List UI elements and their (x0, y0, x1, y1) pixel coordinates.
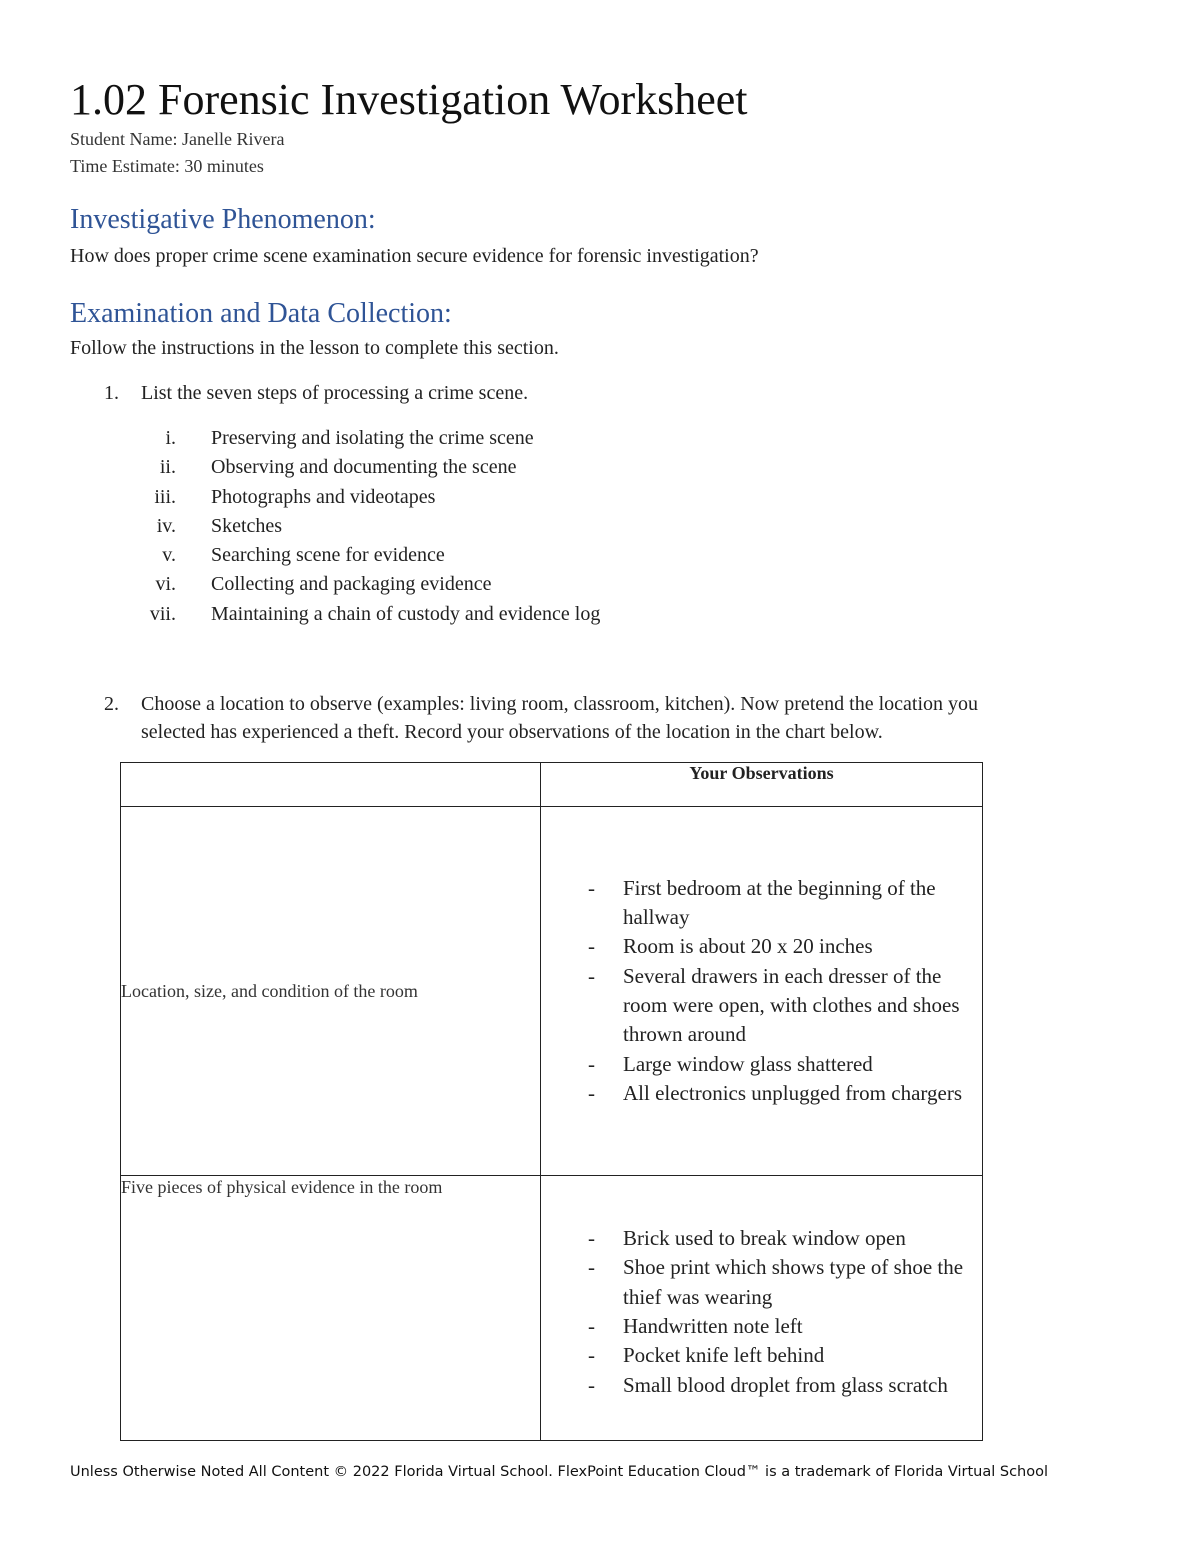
steps-list (100, 424, 800, 629)
observations-cell (541, 1176, 983, 1441)
question-1-text: List the seven steps of processing a crime scene. (141, 382, 529, 404)
list-item: - First bedroom at the beginning of the hallway (588, 874, 978, 933)
question-2 (0, 690, 1200, 746)
page-title: 1.02 Forensic Investigation Worksheet (70, 75, 748, 124)
observations-list (541, 874, 982, 1108)
row-label: Location, size, and condition of the room (121, 807, 541, 1176)
list-item: - Handwritten note left (588, 1312, 978, 1341)
list-item: - Large window glass shattered (588, 1050, 978, 1079)
step-number: iv. (156, 514, 176, 537)
step-number: vi. (155, 573, 176, 596)
step-number: ii. (159, 456, 176, 479)
step-number: iii. (154, 485, 176, 508)
observations-table (120, 762, 983, 1441)
observations-list (541, 1216, 982, 1400)
question-2-number: 2. (104, 693, 119, 715)
list-item (100, 600, 800, 629)
time-estimate: Time Estimate: 30 minutes (70, 156, 264, 176)
observations-cell (541, 807, 983, 1176)
list-item: - Several drawers in each dresser of the room were open, with clothes and shoes thrown around (588, 962, 978, 1050)
list-item: - Shoe print which shows type of shoe the thief was wearing (588, 1253, 978, 1312)
list-item: - All electronics unplugged from chargers (588, 1079, 978, 1108)
step-number: i. (165, 427, 176, 449)
list-item: - Small blood droplet from glass scratch (588, 1371, 978, 1400)
footer-copyright: Unless Otherwise Noted All Content © 2022 Florida Virtual School. FlexPoint Education Cloud™ is a trademark of Florida Virtual School (70, 1464, 1049, 1480)
row-label: Five pieces of physical evidence in the room (121, 1176, 541, 1441)
list-item (100, 424, 800, 453)
observations-header: Your Observations (541, 763, 983, 807)
step-text: Photographs and videotapes (211, 485, 436, 508)
step-text: Observing and documenting the scene (211, 456, 517, 479)
question-1 (0, 379, 1200, 407)
examination-instructions: Follow the instructions in the lesson to complete this section. (70, 337, 559, 359)
table-row (121, 1176, 983, 1441)
question-2-line-2: selected has experienced a theft. Record your observations of the location in the chart below. (141, 721, 883, 743)
list-item: - Brick used to break window open (588, 1224, 978, 1253)
list-item: - Pocket knife left behind (588, 1341, 978, 1370)
list-item (100, 541, 800, 570)
step-text: Searching scene for evidence (211, 544, 445, 567)
step-text: Maintaining a chain of custody and evidence log (211, 602, 601, 625)
table-header-empty-cell (121, 763, 541, 807)
step-number: vii. (149, 602, 176, 625)
question-2-line-1: Choose a location to observe (examples: living room, classroom, kitchen). Now pretend the location you (141, 693, 979, 715)
step-number: v. (162, 544, 176, 567)
phenomenon-heading: Investigative Phenomenon: (70, 204, 376, 235)
step-text: Sketches (211, 514, 283, 537)
list-item (100, 512, 800, 541)
examination-heading: Examination and Data Collection: (70, 298, 452, 329)
student-name: Student Name: Janelle Rivera (70, 129, 285, 149)
list-item (100, 570, 800, 599)
step-text: Preserving and isolating the crime scene (211, 427, 534, 449)
list-item (100, 453, 800, 482)
question-1-number: 1. (104, 382, 119, 404)
list-item: - Room is about 20 x 20 inches (588, 932, 978, 961)
table-row (121, 807, 983, 1176)
step-text: Collecting and packaging evidence (211, 573, 492, 596)
phenomenon-question: How does proper crime scene examination secure evidence for forensic investigation? (70, 245, 759, 267)
list-item (100, 483, 800, 512)
table-header-row (121, 763, 983, 807)
